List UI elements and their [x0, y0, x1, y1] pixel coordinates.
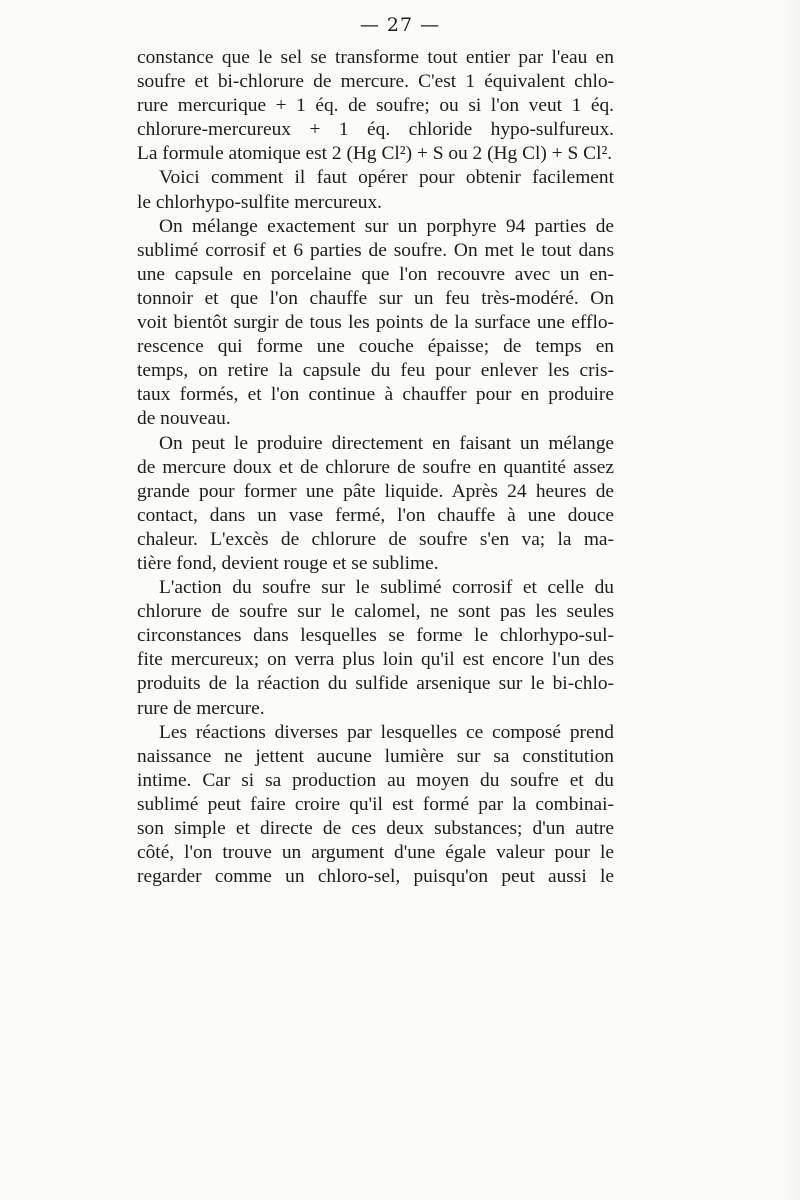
page-number: — 27 —	[359, 14, 441, 36]
text-line: de nouveau.	[137, 408, 231, 430]
text-line: Les réactions diverses par lesquelles ce composé prend	[159, 721, 614, 743]
text-line: contact, dans un vase fermé, l'on chauffe à une douce	[137, 504, 614, 526]
text-line: chlorure de soufre sur le calomel, ne sont pas les seules	[137, 601, 614, 623]
paragraph-6	[137, 721, 614, 890]
text-line: L'action du soufre sur le sublimé corrosif et celle du	[159, 577, 614, 599]
text-line: le chlorhypo-sulfite mercureux.	[137, 191, 382, 213]
text-line: Voici comment il faut opérer pour obtenir facilement	[159, 167, 614, 189]
text-line: fite mercureux; on verra plus loin qu'il est encore l'un des	[137, 649, 614, 671]
text-line: de mercure doux et de chlorure de soufre en quantité assez	[137, 456, 614, 478]
text-line: On mélange exactement sur un porphyre 94 parties de	[159, 215, 614, 237]
text-line: produits de la réaction du sulfide arsenique sur le bi-chlo-	[137, 673, 614, 695]
text-line: rescence qui forme une couche épaisse; de temps en	[137, 336, 614, 358]
text-line: sublimé peut faire croire qu'il est formé par la combinai-	[137, 793, 614, 815]
text-line: sublimé corrosif et 6 parties de soufre. On met le tout dans	[137, 239, 614, 261]
paragraph-1	[137, 46, 614, 166]
text-line: circonstances dans lesquelles se forme le chlorhypo-sul-	[137, 625, 614, 647]
text-line: intime. Car si sa production au moyen du soufre et du	[137, 769, 614, 791]
text-line: une capsule en porcelaine que l'on recouvre avec un en-	[137, 263, 614, 285]
page-edge-shadow	[782, 0, 800, 1200]
text-line: On peut le produire directement en faisant un mélange	[159, 432, 614, 454]
text-line: rure de mercure.	[137, 697, 265, 719]
body-text	[137, 46, 614, 889]
text-line: temps, on retire la capsule du feu pour enlever les cris-	[137, 360, 614, 382]
paragraph-5	[137, 576, 614, 721]
text-line: son simple et directe de ces deux substances; d'un autre	[137, 818, 614, 839]
text-line: taux formés, et l'on continue à chauffer pour en produire	[137, 384, 614, 406]
text-line: rure mercurique + 1 éq. de soufre; ou si l'on veut 1 éq.	[137, 95, 614, 117]
text-line: chaleur. L'excès de chlorure de soufre s'en va; la ma-	[137, 528, 614, 550]
text-line: La formule atomique est 2 (Hg Cl²) + S ou 2 (Hg Cl) + S Cl².	[137, 143, 613, 165]
text-line: naissance ne jettent aucune lumière sur sa constitution	[137, 745, 614, 767]
text-line: chlorure-mercureux + 1 éq. chloride hypo-sulfureux.	[137, 119, 614, 141]
paragraph-4	[137, 432, 614, 577]
text-line: regarder comme un chloro-sel, puisqu'on peut aussi le	[137, 866, 614, 888]
text-line: grande pour former une pâte liquide. Après 24 heures de	[137, 480, 614, 502]
text-line: voit bientôt surgir de tous les points de la surface une efflo-	[137, 312, 614, 334]
text-line: tière fond, devient rouge et se sublime.	[137, 552, 439, 574]
text-line: tonnoir et que l'on chauffe sur un feu très-modéré. On	[137, 287, 614, 309]
paragraph-3	[137, 215, 614, 432]
text-line: soufre et bi-chlorure de mercure. C'est 1 équivalent chlo-	[137, 71, 614, 93]
text-line: côté, l'on trouve un argument d'une égale valeur pour le	[137, 842, 614, 864]
paragraph-2	[137, 166, 614, 214]
text-line: constance que le sel se transforme tout entier par l'eau en	[137, 47, 614, 68]
